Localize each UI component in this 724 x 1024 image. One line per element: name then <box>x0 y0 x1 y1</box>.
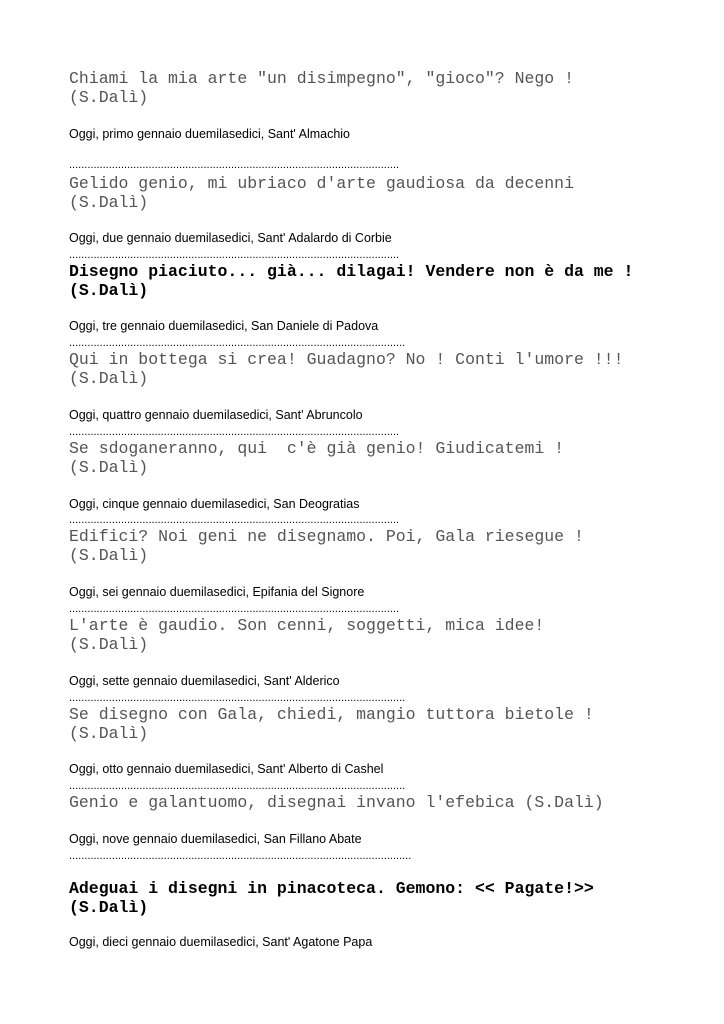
caption-text: Oggi, due gennaio duemilasedici, Sant' Adalardo di Corbie <box>69 231 392 245</box>
quote-text: Adeguai i disegni in pinacoteca. Gemono: << Pagate!>> (S.Dalì) <box>69 879 594 917</box>
caption-text: Oggi, otto gennaio duemilasedici, Sant' Alberto di Cashel <box>69 762 384 776</box>
dotted-separator: .............................................................................................................. <box>69 339 406 349</box>
dotted-separator: .............................................................................................................. <box>69 694 406 704</box>
quote-text: Chiami la mia arte "un disimpegno", "gioco"? Nego ! (S.Dalì) <box>69 69 574 107</box>
quote-text: Se sdoganeranno, qui c'è già genio! Giudicatemi ! (S.Dalì) <box>69 439 565 477</box>
dotted-separator: ............................................................................................................ <box>69 161 400 171</box>
quote-text: Genio e galantuomo, disegnai invano l'efebica (S.Dalì) <box>69 793 604 812</box>
caption-text: Oggi, sei gennaio duemilasedici, Epifania del Signore <box>69 585 365 599</box>
dotted-separator: ............................................................................................................ <box>69 428 400 438</box>
caption-text: Oggi, quattro gennaio duemilasedici, Sant' Abruncolo <box>69 408 363 422</box>
quote-text: Edifici? Noi geni ne disegnamo. Poi, Gala riesegue ! (S.Dalì) <box>69 527 584 565</box>
quote-text: Se disegno con Gala, chiedi, mangio tuttora bietole ! (S.Dalì) <box>69 705 594 743</box>
caption-text: Oggi, dieci gennaio duemilasedici, Sant' Agatone Papa <box>69 935 373 949</box>
dotted-separator: ............................................................................................................ <box>69 516 400 526</box>
caption-text: Oggi, tre gennaio duemilasedici, San Daniele di Padova <box>69 319 379 333</box>
dotted-separator: .............................................................................................................. <box>69 782 406 792</box>
quote-text: L'arte è gaudio. Son cenni, soggetti, mica idee! (S.Dalì) <box>69 616 545 654</box>
dotted-separator: ................................................................................................................ <box>69 852 412 862</box>
quote-text: Gelido genio, mi ubriaco d'arte gaudiosa da decenni (S.Dalì) <box>69 174 574 212</box>
caption-text: Oggi, cinque gennaio duemilasedici, San Deogratias <box>69 497 360 511</box>
caption-text: Oggi, primo gennaio duemilasedici, Sant' Almachio <box>69 127 351 141</box>
dotted-separator: ............................................................................................................ <box>69 605 400 615</box>
dotted-separator: ............................................................................................................ <box>69 251 400 261</box>
caption-text: Oggi, nove gennaio duemilasedici, San Fillano Abate <box>69 832 362 846</box>
caption-text: Oggi, sette gennaio duemilasedici, Sant' Alderico <box>69 674 340 688</box>
quote-text: Disegno piaciuto... già... dilagai! Vendere non è da me ! (S.Dalì) <box>69 262 634 300</box>
quote-text: Qui in bottega si crea! Guadagno? No ! Conti l'umore !!! (S.Dalì) <box>69 350 624 388</box>
